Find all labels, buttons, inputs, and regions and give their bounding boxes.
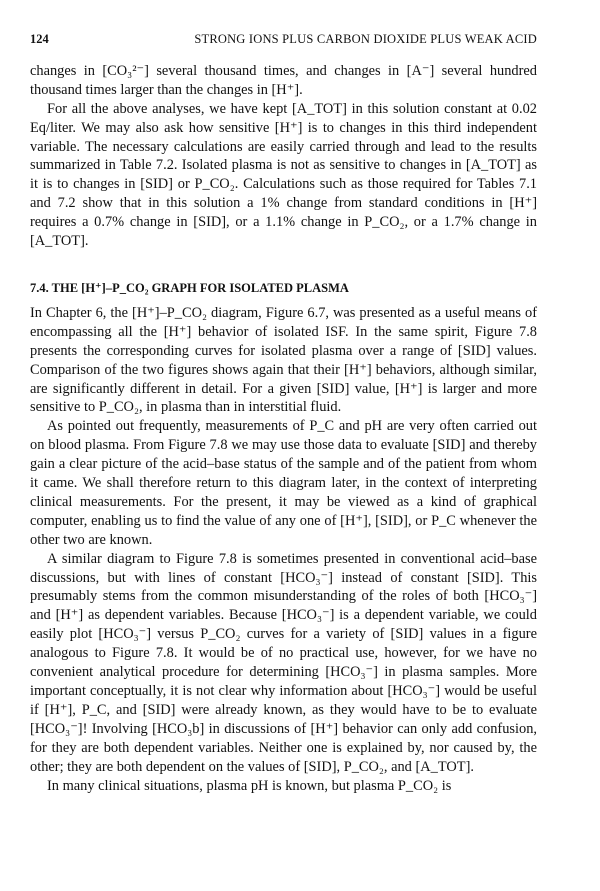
section-heading: 7.4. THE [H⁺]–P_CO₂ GRAPH FOR ISOLATED PLASMA [30, 280, 349, 295]
paragraph-clinical-situations: In many clinical situations, plasma pH is known, but plasma P_CO₂ is [47, 777, 452, 794]
paragraph-bicarbonate-diagram: A similar diagram to Figure 7.8 is sometimes presented in conventional acid–base discussions, but with lines of constant [HCO₃⁻] instead of constant [SID]. This presumably stems from the common misunderstanding of the roles of both [HCO₃⁻] and [H⁺] as dependent variables. Because [HCO₃⁻] is a dependent variable, we could easily plot [HCO₃⁻] versus P_CO₂ curves for a variety of [SID] values in a figure analogous to Figure 7.8. It would be of no practical use, however, for we have no convenient analytical procedure for determining [HCO₃⁻] in plasma samples. More important conceptually, it is not clear why information about [HCO₃⁻] would be useful if [H⁺], P_C, and [SID] were already known, as they would have to be to evaluate [HCO₃⁻]! Involving [HCO₃b] in discussions of [H⁺] behavior can only add confusion, for they are both dependent variables. Neither one is explained by, nor caused by, the other; they are both dependent on the values of [SID], P_CO₂, and [A_TOT]. [30, 550, 537, 775]
document-page [30, 30, 537, 795]
paragraph-atot-sensitivity: For all the above analyses, we have kept [A_TOT] in this solution constant at 0.02 Eq/liter. We may also ask how sensitive [H⁺] is to changes in this third independent variable. The necessary calculations are easily carried through and lead to the results summarized in Table 7.2. Isolated plasma is not as sensitive to changes in [A_TOT] as it is to changes in [SID] or P_CO₂. Calculations such as those required for Tables 7.1 and 7.2 show that in this solution a 1% change from standard conditions in [H⁺] requires a 0.7% change in [SID], or a 1.1% change in P_CO₂, or a 1.7% change in [A_TOT]. [30, 100, 537, 250]
paragraph-continuation: changes in [CO₃²⁻] several thousand times, and changes in [A⁻] several hundred thousand times larger than the changes in [H⁺]. [30, 62, 537, 98]
paragraph-clinical-measurements: As pointed out frequently, measurements of P_C and pH are very often carried out on blood plasma. From Figure 7.8 we may use those data to evaluate [SID] and thereby gain a clear picture of the acid–base status of the sample and of the patient from whom it came. We shall therefore return to this diagram later, in the context of interpreting clinical measurements. For the present, it may be viewed as a kind of graphical computer, enabling us to find the value of any one of [H⁺], [SID], or P_C whenever the other two are known. [30, 418, 537, 548]
running-title: STRONG IONS PLUS CARBON DIOXIDE PLUS WEAK ACID [194, 32, 537, 46]
paragraph-graph-intro: In Chapter 6, the [H⁺]–P_CO₂ diagram, Figure 6.7, was presented as a useful means of encompassing all the [H⁺] behavior of isolated ISF. In the same spirit, Figure 7.8 presents the corresponding curves for isolated plasma over a range of [SID] values. Comparison of the two figures shows again that their [H⁺] behaviors, although similar, are significantly different in detail. For a given [SID] value, [H⁺] is larger and more sensitive to P_CO₂, in plasma than in interstitial fluid. [30, 304, 537, 416]
page-header [30, 30, 537, 49]
page-number: 124 [30, 32, 49, 46]
